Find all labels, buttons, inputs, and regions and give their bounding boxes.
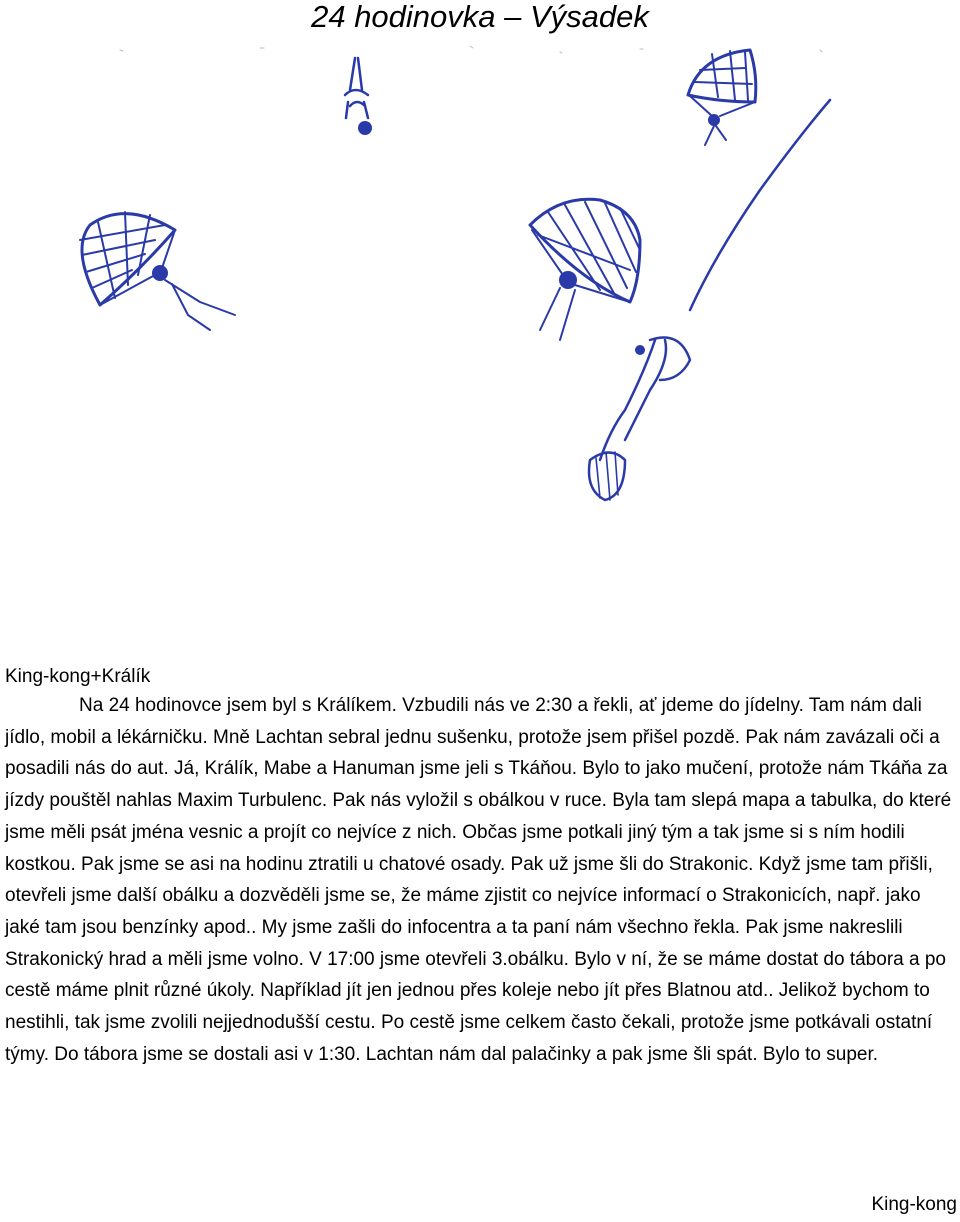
parachutist-3 bbox=[80, 212, 235, 330]
author-heading: King-kong+Králík bbox=[5, 666, 151, 687]
parachutist-4 bbox=[530, 199, 640, 340]
story-paragraph: Na 24 hodinovce jsem byl s Králíkem. Vzbudili nás ve 2:30 a řekli, ať jdeme do jídelny. Tam nám dali jídlo, mobil a lékárničku. Mně Lachtan sebral jednu sušenku, protože jsem přišel pozdě. Pak nám zavázali oči a posadili nás do aut. Já, Králík, Mabe a Hanuman jsme jeli s Tkáňou. Bylo to jako mučení, protože nám Tkáňa za jízdy pouštěl nahlas Maxim Turbulenc. Pak nás vyložil s obálkou v ruce. Byla tam slepá mapa a tabulka, do které jsme měli psát jména vesnic a projít co nejvíce z nich. Občas jsme potkali jiný tým a tak jsme si s ním hodili kostkou. Pak jsme se asi na hodinu ztratili u chatové osady. Pak už jsme šli do Strakonic. Když jsme tam přišli, otevřeli jsme další obálku a dozvěděli jsme se, že máme zjistit co nejvíce informací o Strakonicích, např. jako jaké tam jsou benzínky apod.. My jsme zašli do infocentra a ta paní nám všechno řekla. Pak jsme nakreslili Strakonický hrad a měli jsme volno. V 17:00 jsme otevřeli 3.obálku. Bylo v ní, že se máme dostat do tábora a po cestě máme plnit různé úkoly. Například jít jen jednou přes koleje nebo jít přes Blatnou atd.. Jelikož bychom to nestihli, tak jsme zvolili nejjednodušší cestu. Po cestě jsme celkem často čekali, protože jsme potkávali ostatní týmy. Do tábora jsme se dostali asi v 1:30. Lachtan nám dal palačinky a pak jsme šli spát. Bylo to super. bbox=[5, 695, 952, 1065]
parachutist-2 bbox=[688, 50, 756, 145]
parachutist-small-1 bbox=[345, 58, 372, 135]
parachutist-5 bbox=[589, 338, 690, 501]
page-title: 24 hodinovka – Výsadek bbox=[311, 0, 649, 34]
parachutists-drawing bbox=[0, 40, 960, 540]
parachutists-sketch bbox=[0, 40, 960, 540]
signature: King-kong bbox=[871, 1194, 957, 1215]
